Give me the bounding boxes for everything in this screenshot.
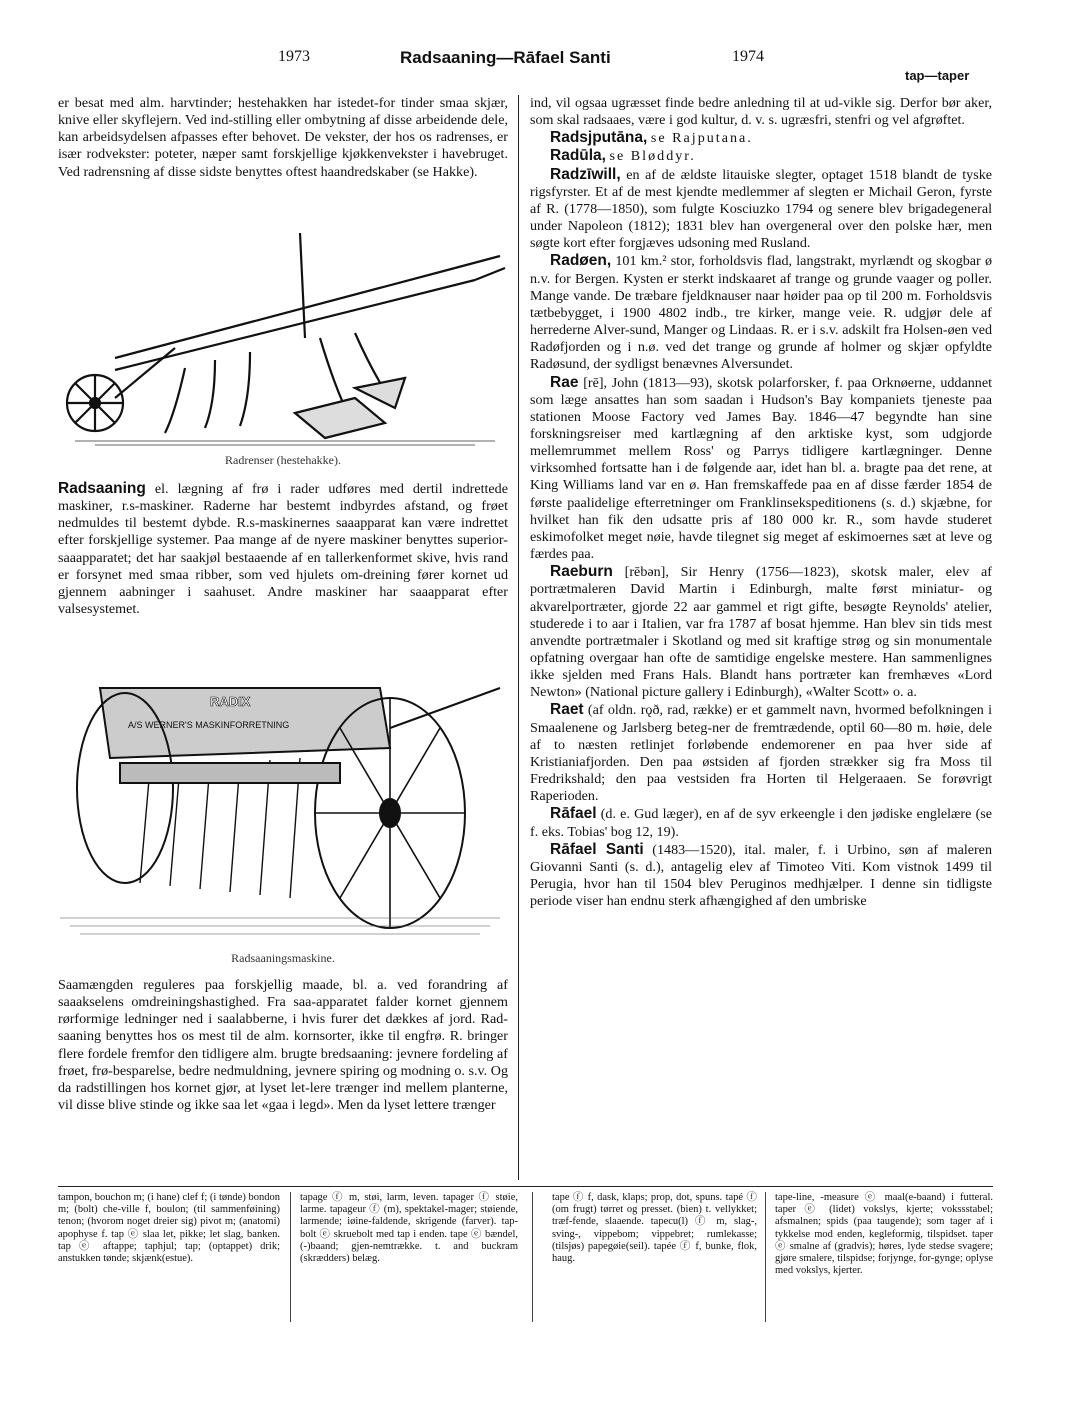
footer-divider bbox=[765, 1192, 766, 1322]
entry bbox=[530, 805, 992, 840]
entry bbox=[530, 374, 992, 564]
entry bbox=[530, 563, 992, 701]
entry-text: (af oldn. rǫð, rad, række) er et gammelt navn, hvormed befolkningen i Smaalenene og Jarlsberg beteg-ner de fremtrædende, optil 60—80 m. høie, dele af to næsten retlinjet forløbende endemorener en paa hver side af Kristianiafjorden. Den paa østsiden af fjorden strækker sig fra Moss til Fredrikshald; den paa vestsiden fra Horten til Helgeraaen. Se forøvrigt Raperioden. bbox=[530, 702, 992, 805]
footer-text: tape ⓕ f, dask, klaps; prop, dot, spuns. tapé ⓕ (om frugt) tørret og presset. (bien) t. vellykket; træf-fende, slaaende. tapecu(l) ⓕ m, slag-, sving-, vippebom; vippebret; rumlekasse; (tilsjøs) papegøie(seil). tapée ⓕ f, bunke, flok, haug. bbox=[552, 1192, 757, 1265]
entry-headword: Rae bbox=[550, 373, 579, 391]
entry-text: [rēbən], Sir Henry (1756—1823), skotsk maler, elev af portrætmaleren David Martin i Edinburgh, malte først miniatur- og akvarelportræter, gjorde 22 aar gammel et rigt gifte, besøgte Reynolds' atelier, studerede i to aar i Italien, var fra 1787 af bosat hjemme. Han blev sin tids mest anvendte portrætmaler i Skotland og med sit kraftige strøg og sin monumentale opfatning overgaar han ofte de samtidige engelske mestere. Han sammenlignes ikke sjelden med Frans Hals. Blandt hans portræter kan fremhæves «Lord Newton» (National picture gallery i Edinburgh), «Walter Scott» o. a. bbox=[530, 564, 992, 701]
footer-column-3 bbox=[552, 1192, 757, 1265]
entry-headword: Raet bbox=[550, 701, 584, 719]
caption-radrenser: Radrenser (hestehakke). bbox=[225, 453, 341, 467]
intro-text: er besat med alm. harvtinder; hestehakken har istedet-for tinder smaa skjær, knive eller skyflejern. Ved ind-stilling eller ombytning af disse arbeidende dele, kan arbeidsydelsen afpasses efter behovet. De vekster, der hos os radrenses, er især rodvekster: poteter, næper samt forskjellige kjøkkenvekster i havebruget. Ved radrensning af disse sidste benyttes oftest haandredskaber (se Hakke). bbox=[58, 95, 508, 180]
entry-text: se Bløddyr. bbox=[609, 148, 696, 165]
left-intro-paragraph bbox=[58, 95, 508, 181]
left-closing-paragraph bbox=[58, 977, 508, 1114]
entry-text: (1483—1520), ital. maler, f. i Urbino, søn af maleren Giovanni Santi (s. d.), antagelig elev af Timoteo Viti. Kom vistnok 1499 til Perugia, hvor han til 1504 blev Peruginos medhjælper. I denne sin tidligste periode viser han endnu sterk afhængighed af den umbriske bbox=[530, 841, 992, 910]
entry bbox=[530, 701, 992, 805]
entry-headword: Radsjputāna, bbox=[550, 129, 648, 147]
footer-column-4 bbox=[775, 1192, 993, 1277]
caption-radsaaningsmaskine: Radsaaningsmaskine. bbox=[231, 951, 335, 965]
footer-divider bbox=[532, 1192, 533, 1322]
entry-text: 101 km.² stor, forholdsvis flad, langstrakt, myrlændt og skogbar ø n.v. for Bergen. Kysten er sterkt indskaaret af trange og grunde vaager og poller. Mange vande. De træbare fjeldknauser naar høider paa op til 200 m. Forholdsvis tætbebygget, i 1900 4802 indb., tre kirker, mange veie. R. udgjør dele af herrederne Alver-sund, Manger og Lindaas. R. er i s.v. adskilt fra Holsen-øen ved Radøfjorden og i n.ø. ved det trange og grunde af holmer og skjær opfyldte Radøsund, der sydligst benævnes Alversundet. bbox=[530, 253, 992, 373]
seed-drill-illustration bbox=[60, 668, 510, 940]
headword-radsaaning: Radsaaning bbox=[58, 480, 146, 497]
entry-radsaaning bbox=[58, 480, 508, 618]
entry-text: en af de ældste litauiske slegter, optaget 1518 blandt de tyske rigsfyrster. Et af de mest kjendte medlemmer af slegten er Michail Geron, fyrste af R. (1778—1850), som fulgte Kosciuzko 1794 og senere blev brigadegeneral under Napoleon (1812); 1831 blev han overgeneral over den polske hær, men søgte kort efter forgjæves udsoning med Rusland. bbox=[530, 166, 992, 252]
drill-label-radix: RADIX bbox=[210, 694, 251, 709]
entry bbox=[530, 166, 992, 253]
footer-column-1 bbox=[58, 1192, 280, 1265]
page-number-right: 1974 bbox=[732, 48, 764, 65]
cultivator-illustration bbox=[55, 228, 510, 448]
entry-headword: Radzīwill, bbox=[550, 165, 621, 183]
entry-headword: Radūla, bbox=[550, 147, 606, 165]
entry-headword: Rāfael bbox=[550, 805, 597, 823]
entry-text: (d. e. Gud læger), en af de syv erkeengle i den jødiske englelære (se f. eks. Tobias' bog 12, 19). bbox=[530, 806, 992, 840]
radsaaning-text: el. lægning af frø i rader udføres med dertil indrettede maskiner, r.s-maskiner. Raderne har bestemt indbyrdes afstand, og frøet nedmuldes til bestemt dybde. R.s-maskinernes saaapparat kan være indrettet efter forskjellige systemer. Paa mange af de nyere maskiner benyttes superior-saaapparatet; det har saakjøl bestaaende af en tallerkenformet skive, hvis rand er forsynet med smaa ribber, som ved hjulets om-dreining fører kornet ud gjennem aabninger i saahuset. Andre maskiner har saaapparat efter valsesystemet. bbox=[58, 481, 508, 618]
entry bbox=[530, 147, 992, 165]
entry-text: se Rajputana. bbox=[650, 130, 753, 147]
footer-rule bbox=[58, 1186, 993, 1187]
entry bbox=[530, 841, 992, 911]
page-number-left: 1973 bbox=[278, 48, 310, 65]
continuation-text: ind, vil ogsaa ugræsset finde bedre anledning til at ud-vikle sig. Derfor bør aker, som skal radsaaes, være i god kultur, d. v. s. ugræsfri, stenfri og vel afgrøftet. bbox=[530, 95, 992, 129]
footer-text: tapage ⓕ m, støi, larm, leven. tapager ⓕ støie, larme. tapageur ⓕ (m), spektakel-mager; støiende, larmende; iøine-faldende, skrigende (farver). tap-bolt ⓔ skruebolt med tap i enden. tape ⓔ bændel, (-)baand; gjen-nemtrække. t. and buckram (skrædders) belæg. bbox=[300, 1192, 518, 1265]
footer-column-2 bbox=[300, 1192, 518, 1265]
drill-label-maker: A/S WERNER'S MASKINFORRETNING bbox=[128, 720, 290, 730]
headword-range: tap—taper bbox=[905, 68, 970, 83]
footer-text: tape-line, -measure ⓔ maal(e-baand) i futteral. taper ⓔ (lidet) vokslys, kjerte; vokssstabel; afsmalnen; spids (paa taugende); som tager af i tykkelse mod enden, kegleformig, tilspidset. taper ⓔ smalne af (gradvis); høres, lyde stedse svagere; gjøre smalere, tilspidse; forjynge, for-gynge; oplyse med vokslys, kjerter. bbox=[775, 1192, 993, 1277]
footer-divider bbox=[290, 1192, 291, 1322]
entry-headword: Raeburn bbox=[550, 563, 613, 581]
running-title: Radsaaning—Rāfael Santi bbox=[400, 48, 611, 67]
entry bbox=[530, 252, 992, 373]
entry-text: [rē], John (1813—93), skotsk polarforsker, f. paa Orknøerne, uddannet som læge ansattes han som saadan i Hudson's Bay kompaniets tjeneste paa stationen Moose Factory ved James Bay. 1846—47 begyndte han sine forskningsreiser med kartlægning af den arktiske kyst, som udgjorde mellemrummet mellem Ross' og Parrys tidligere kartlægninger. Denne virksomhed fortsatte han i de følgende aar, idet han bl. a. bragte paa det rene, at King Williams land var en ø. Han fremskaffede paa en af disse færder 1854 de første paalidelige efterretninger om Franklinsekspeditionens (s. d.) skjæbne, for hvilket han fik den udsatte pris af 180 000 kr. R., som havde studeret eskimofolket meget nøie, havde tilegnet sig meget af eskimoernes sæt at leve og færdes paa. bbox=[530, 374, 992, 563]
closing-text: Saamængden reguleres paa forskjellig maade, bl. a. ved forandring af saaakselens omdreiningshastighed. Fra saa-apparatet falder kornet gjennem rørformige ledninger ned i saalabberne, i hvis furer det dækkes af jord. Rad-saaning benyttes hos os mest til de alm. kornsorter, ikke til engfrø. R. bringer flere fordele fremfor den tidligere alm. brugte bredsaaning: jevnere fordeling af frøet, frø-besparelse, bedre nedmuldning, jevnere spiring og modning o. s.v. Og da radstillingen hos kornet gjør, at lyset let-lere trænger ind mellem planterne, vil disse blive stinde og ikke saa let «gaa i legd». Men da lyset lettere trænger bbox=[58, 977, 508, 1114]
column-divider bbox=[518, 95, 519, 1180]
entry-headword: Rāfael Santi bbox=[550, 840, 644, 858]
entry bbox=[530, 129, 992, 147]
entry-headword: Radøen, bbox=[550, 252, 612, 270]
right-column bbox=[530, 95, 992, 910]
footer-text: tampon, bouchon m; (i hane) clef f; (i tønde) bondon m; (bolt) che-ville f, boulon; (til sammenføining) tenon; (hvorom noget dreier sig) pivot m; (anatomi) apophyse f. tap ⓔ slaa let, pikke; let slag, banken. tap ⓔ aftappe; taphjul; tap; (optappet) drik; anstukken tønde; skjænk(estue). bbox=[58, 1192, 280, 1265]
